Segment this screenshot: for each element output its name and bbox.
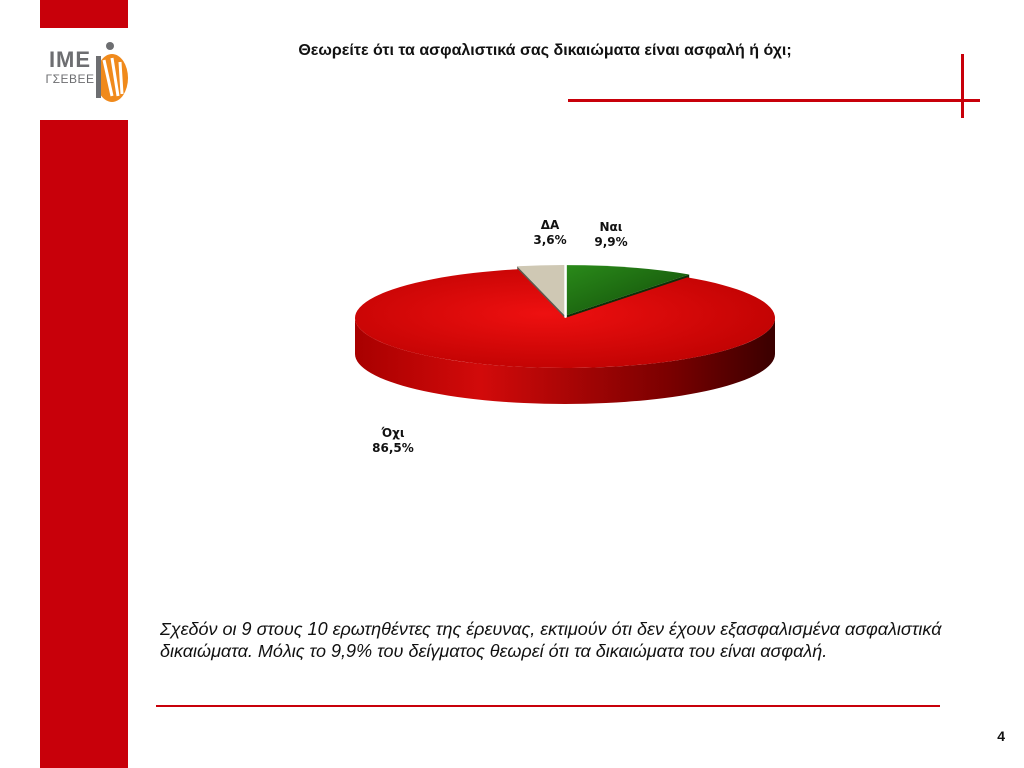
decorative-horizontal-line <box>568 99 980 102</box>
pie-slice-oxi <box>355 269 775 368</box>
slice-label-da-value: 3,6% <box>533 233 567 247</box>
decorative-vertical-line <box>961 54 964 118</box>
logo-sub-text: ΓΣΕΒΕΕ <box>45 72 95 86</box>
logo-main-text: IME <box>48 47 92 72</box>
footer-divider <box>156 705 940 707</box>
slice-label-oxi <box>360 426 426 456</box>
left-accent-bar-top <box>40 0 128 28</box>
left-accent-bar <box>40 120 128 768</box>
logo-emblem-icon <box>92 38 132 108</box>
pie-chart <box>340 200 790 470</box>
slice-label-oxi-value: 86,5% <box>372 441 414 455</box>
slice-label-da <box>520 218 580 248</box>
slice-label-nai-name: Ναι <box>599 220 623 234</box>
slide-title: Θεωρείτε ότι τα ασφαλιστικά σας δικαιώματα είναι ασφαλή ή όχι; <box>298 42 792 59</box>
slice-label-oxi-name: Όχι <box>381 426 405 440</box>
slice-label-da-name: ΔΑ <box>540 218 560 232</box>
page-number: 4 <box>997 728 1005 744</box>
ime-gsevee-logo <box>40 28 128 120</box>
slice-label-nai <box>580 220 642 250</box>
slice-label-nai-value: 9,9% <box>594 235 628 249</box>
summary-text: Σχεδόν οι 9 στους 10 ερωτηθέντες της έρευνας, εκτιμούν ότι δεν έχουν εξασφαλισμένα ασφαλιστικά δικαιώματα. Μόλις το 9,9% του δείγματος θεωρεί ότι τα δικαιώματα του είναι ασφαλή. <box>160 619 942 661</box>
